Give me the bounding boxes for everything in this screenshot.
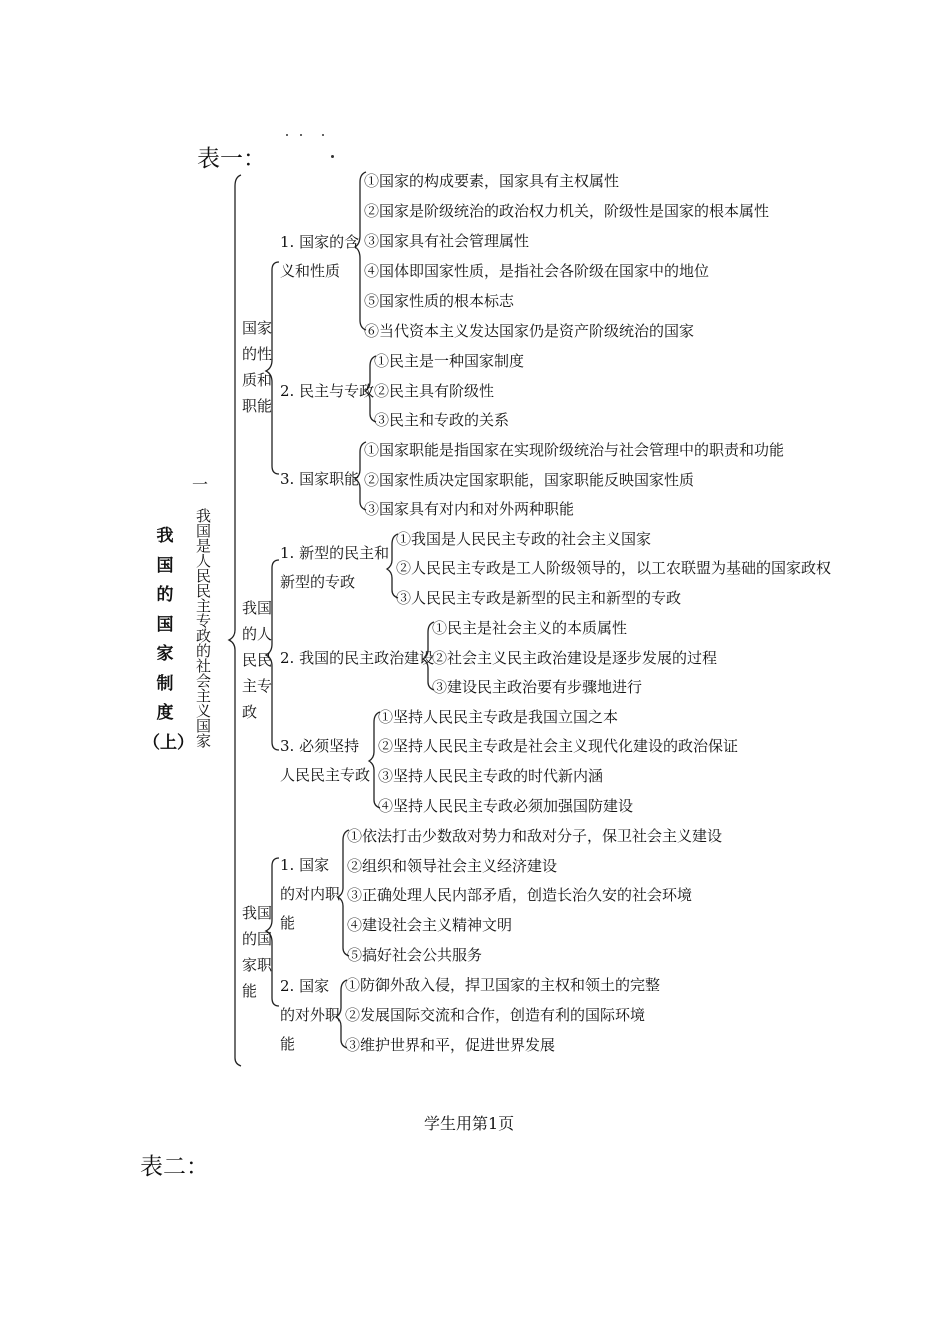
main-title [143, 522, 194, 758]
list-item: ①我国是人民民主专政的社会主义国家 [396, 530, 652, 548]
main-title-char: （上） [143, 732, 194, 753]
list-item: ③国家具有社会管理属性 [364, 232, 530, 250]
list-item: ②人民民主专政是工人阶级领导的，以工农联盟为基础的国家政权 [396, 559, 832, 577]
list-item: ②发展国际交流和合作，创造有利的国际环境 [345, 1006, 646, 1024]
section-title-state-functions: 我国的国家职能 [242, 904, 273, 1000]
topic-label: 3. 必须坚持人民民主专政 [280, 737, 371, 784]
section-title-nature-functions: 国家的性质和职能 [242, 319, 273, 415]
topic-label: 3. 国家职能 [280, 470, 360, 488]
main-title-char: 家 [156, 644, 174, 664]
list-item: ③国家具有对内和对外两种职能 [364, 500, 575, 518]
topic-label: 2. 我国的民主政治建设 [280, 649, 435, 667]
sub-title: 我国是人民民主专政的社会主义国家 [194, 508, 212, 748]
list-item: ②国家是阶级统治的政治权力机关，阶级性是国家的根本属性 [364, 202, 770, 220]
list-item: ③建设民主政治要有步骤地进行 [432, 678, 643, 696]
list-item: ④国体即国家性质，是指社会各阶级在国家中的地位 [364, 262, 710, 280]
topic-label: 1. 国家的含义和性质 [280, 233, 360, 280]
section-title-peoples-dictatorship: 我国的人民民主专政 [242, 599, 273, 721]
page-footer: 学生用第1页 [424, 1114, 515, 1133]
main-title-char: 度 [156, 703, 174, 723]
list-item: ①防御外敌入侵，捍卫国家的主权和领土的完整 [345, 976, 661, 994]
list-item: ①国家的构成要素，国家具有主权属性 [364, 172, 620, 190]
list-item: ①民主是社会主义的本质属性 [432, 619, 628, 637]
main-title-char: 国 [156, 555, 174, 576]
main-title-char: 我 [156, 526, 174, 546]
list-item: ②组织和领导社会主义经济建设 [347, 857, 558, 875]
sub-title-number: 一 [192, 475, 209, 494]
list-item: ①坚持人民民主专政是我国立国之本 [378, 708, 619, 726]
main-title-char: 国 [156, 614, 174, 635]
list-item: ③坚持人民民主专政的时代新内涵 [378, 767, 604, 785]
list-item: ①国家职能是指国家在实现阶级统治与社会管理中的职责和功能 [364, 441, 785, 459]
main-title-char: 制 [156, 673, 174, 694]
topic-label: 1. 国家的对内职能 [280, 856, 341, 932]
table-one-heading: 表一： [197, 146, 266, 172]
list-item: ②民主具有阶级性 [374, 382, 495, 400]
list-item: ②坚持人民民主专政是社会主义现代化建设的政治保证 [378, 737, 739, 755]
list-item: ①依法打击少数敌对势力和敌对分子，保卫社会主义建设 [347, 827, 723, 845]
list-item: ③民主和专政的关系 [374, 411, 510, 429]
table-two-heading: 表二： [140, 1154, 209, 1180]
list-item: ④坚持人民民主专政必须加强国防建设 [378, 797, 634, 815]
list-item: ⑥当代资本主义发达国家仍是资产阶级统治的国家 [364, 322, 695, 340]
list-item: ②社会主义民主政治建设是逐步发展的过程 [432, 649, 718, 667]
list-item: ⑤国家性质的根本标志 [364, 292, 515, 310]
list-item: ③维护世界和平，促进世界发展 [345, 1036, 556, 1054]
topic-label: 2. 国家的对外职能 [280, 977, 341, 1053]
list-item: ①民主是一种国家制度 [374, 352, 525, 370]
list-item: ③正确处理人民内部矛盾，创造长治久安的社会环境 [347, 886, 693, 904]
list-item: ④建设社会主义精神文明 [347, 916, 513, 934]
list-item: ③人民民主专政是新型的民主和新型的专政 [396, 589, 682, 607]
list-item: ⑤搞好社会公共服务 [347, 946, 483, 964]
list-item: ②国家性质决定国家职能，国家职能反映国家性质 [364, 471, 695, 489]
main-title-char: 的 [156, 585, 174, 605]
topic-label: 1. 新型的民主和新型的专政 [280, 544, 390, 591]
topic-label: 2. 民主与专政 [280, 382, 375, 400]
